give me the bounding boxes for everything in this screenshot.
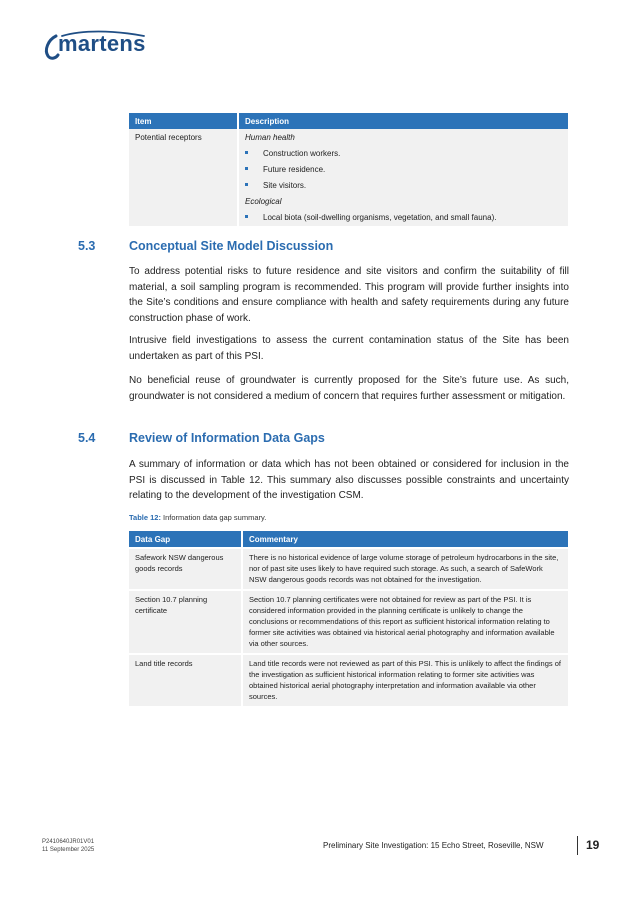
logo-text: martens bbox=[58, 31, 146, 56]
footer-divider bbox=[577, 836, 578, 855]
category-label: Human health bbox=[245, 133, 295, 142]
table-cell-item: Potential receptors bbox=[129, 129, 237, 226]
table-header-item: Item bbox=[129, 113, 237, 129]
section-number: 5.4 bbox=[78, 431, 96, 445]
bullet-icon bbox=[245, 183, 248, 186]
paragraph: To address potential risks to future residence and site visitors and confirm the suitability of fill material, a soil sampling program is recommended. This program will provide further insights into the Site’s conditions and ensure compliance with health and safety requirements during any future construction phase of work. bbox=[129, 266, 569, 324]
table-cell-commentary: Land title records were not reviewed as part of this PSI. This is unlikely to affect the findings of the investigation as sufficient historical information relating to former site activities was obtained historical aerial photography interpretation and information available via other sources. bbox=[243, 655, 568, 706]
page-number: 19 bbox=[586, 838, 600, 852]
bullet-icon bbox=[245, 215, 248, 218]
table-cell-gap: Safework NSW dangerous goods records bbox=[129, 549, 241, 589]
section-title: Review of Information Data Gaps bbox=[129, 431, 325, 445]
bullet-icon bbox=[245, 151, 248, 154]
list-item: Local biota (soil-dwelling organisms, vegetation, and small fauna). bbox=[245, 213, 562, 222]
caption-label: Table 12: bbox=[129, 513, 161, 522]
category-label: Ecological bbox=[245, 197, 282, 206]
table-cell-commentary: There is no historical evidence of large volume storage of petroleum hydrocarbons in the site, nor of past site uses likely to have required such storage. As such, a search of SafeWork NSW dangerous goods records was not obtained for the investigation. bbox=[243, 549, 568, 589]
table-header-description: Description bbox=[239, 113, 568, 129]
company-logo bbox=[42, 28, 162, 64]
table-row bbox=[129, 655, 568, 706]
table-header-data-gap: Data Gap bbox=[129, 531, 241, 547]
section-heading-5-3 bbox=[78, 239, 333, 253]
section-title: Conceptual Site Model Discussion bbox=[129, 239, 334, 253]
document-date: 11 September 2025 bbox=[42, 847, 95, 853]
data-gap-table bbox=[127, 529, 570, 708]
table-row bbox=[129, 591, 568, 653]
bullet-icon bbox=[245, 167, 248, 170]
table-row bbox=[129, 549, 568, 589]
footer-title: Preliminary Site Investigation: 15 Echo Street, Roseville, NSW bbox=[323, 841, 544, 850]
table-cell-gap: Land title records bbox=[129, 655, 241, 706]
table-caption bbox=[129, 513, 266, 522]
caption-text: Information data gap summary. bbox=[160, 513, 267, 522]
paragraph: Intrusive field investigations to assess the current contamination status of the Site has been undertaken as part of this PSI. bbox=[129, 335, 569, 362]
section-number: 5.3 bbox=[78, 239, 96, 253]
list-item: Site visitors. bbox=[245, 181, 562, 190]
table-cell-description bbox=[239, 129, 568, 226]
table-cell-commentary: Section 10.7 planning certificates were not obtained for review as part of the PSI. It is considered information provided in the planning certificate is unlikely to change the conclusions or recommendations of this report as sufficient historical information relating to former site activities was obtained via historical aerial photography and information available via other sources. bbox=[243, 591, 568, 653]
table-cell-gap: Section 10.7 planning certificate bbox=[129, 591, 241, 653]
section-heading-5-4 bbox=[78, 431, 325, 445]
receptors-table bbox=[127, 113, 570, 226]
document-code: P2410640JR01V01 bbox=[42, 839, 95, 845]
list-item: Construction workers. bbox=[245, 149, 562, 158]
table-header-commentary: Commentary bbox=[243, 531, 568, 547]
table-row bbox=[129, 129, 568, 226]
list-item: Future residence. bbox=[245, 165, 562, 174]
paragraph: No beneficial reuse of groundwater is currently proposed for the Site’s future use. As such, groundwater is not considered a medium of concern that requires further assessment or mitigation. bbox=[129, 375, 569, 402]
paragraph: A summary of information or data which has not been obtained or considered for inclusion in the PSI is discussed in Table 12. This summary also discusses possible constraints and uncertainty relating to the development of the investigation CSM. bbox=[129, 459, 569, 501]
footer-document-info bbox=[42, 838, 94, 854]
